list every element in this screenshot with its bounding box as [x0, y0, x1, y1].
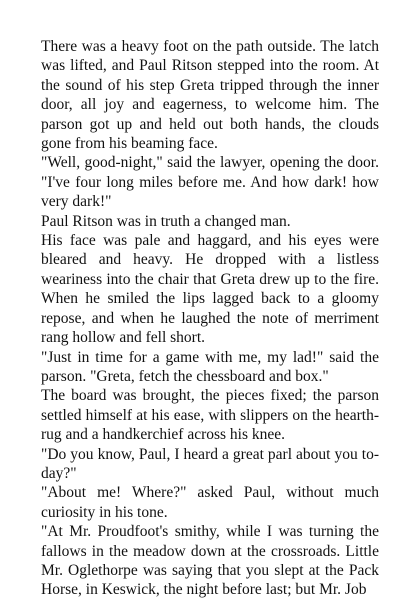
- paragraph: His face was pale and haggard, and his eyes were bleared and heavy. He dropped with a listless weariness into the chair that Greta drew up to the fire. When he smiled the lips lagged back to a gloomy repose, and when he laughed the note of merriment rang hollow and fell short.: [41, 232, 379, 347]
- paragraph: "At Mr. Proudfoot's smithy, while I was turning the fallows in the meadow down at the crossroads. Little Mr. Oglethorpe was saying that you slept at the Pack Horse, in Keswick, the night before last; but Mr. Job: [41, 523, 379, 599]
- paragraph: There was a heavy foot on the path outside. The latch was lifted, and Paul Ritson stepped into the room. At the sound of his step Greta tripped through the inner door, all joy and eagerness, to welcome him. The parson got up and held out both hands, the clouds gone from his beaming face.: [41, 38, 379, 153]
- paragraph: "Well, good-night," said the lawyer, opening the door. "I've four long miles before me. And how dark! how very dark!": [41, 154, 379, 211]
- paragraph: The board was brought, the pieces fixed; the parson settled himself at his ease, with slippers on the hearth-rug and a handkerchief across his knee.: [41, 387, 379, 444]
- document-page: [41, 37, 379, 600]
- paragraph: "Do you know, Paul, I heard a great parl about you to-day?": [41, 445, 379, 482]
- paragraph: Paul Ritson was in truth a changed man.: [41, 212, 291, 230]
- paragraph: "About me! Where?" asked Paul, without much curiosity in his tone.: [41, 484, 379, 521]
- paragraph: "Just in time for a game with me, my lad!" said the parson. "Greta, fetch the chessboard and box.": [41, 348, 379, 385]
